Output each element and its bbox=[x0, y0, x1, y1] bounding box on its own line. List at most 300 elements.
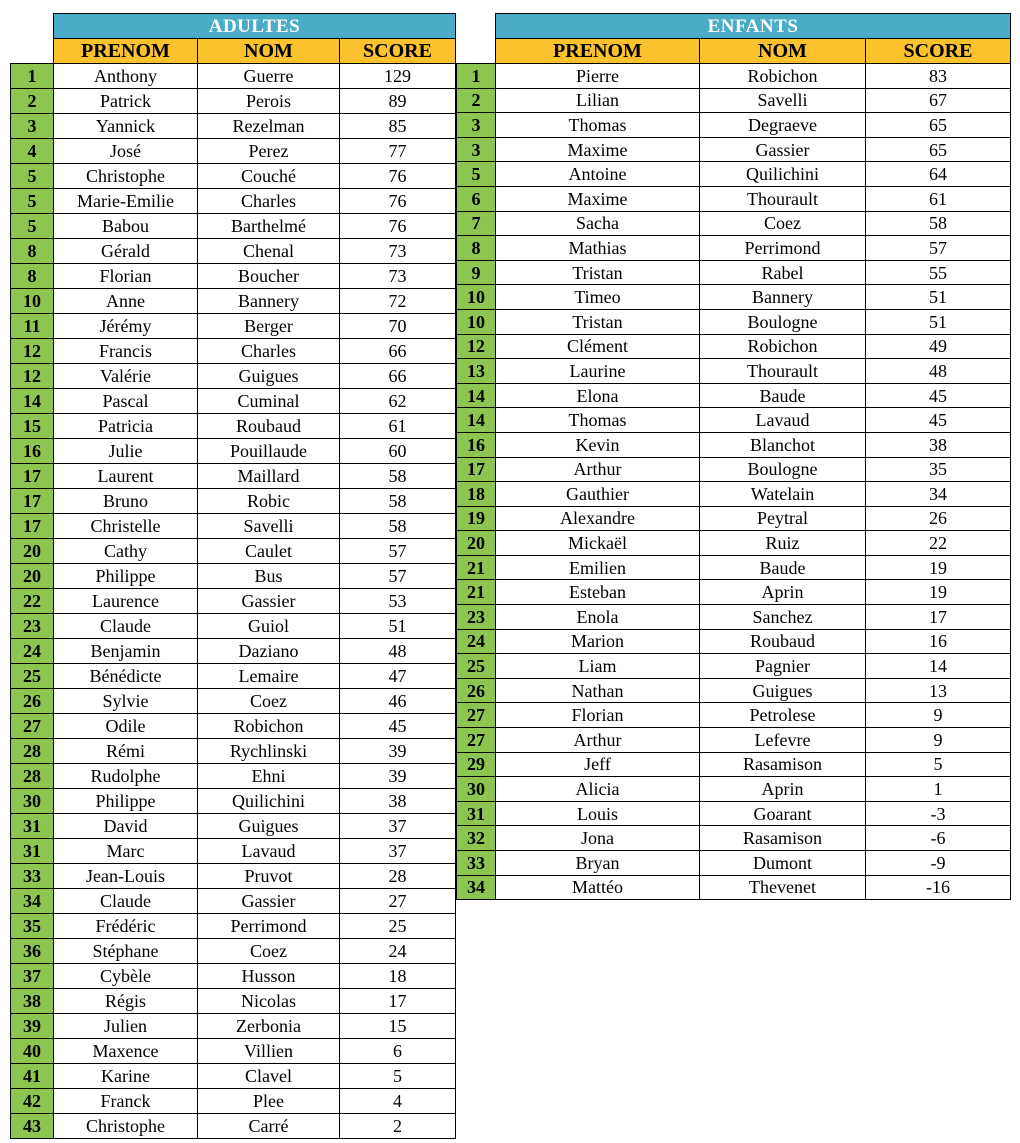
nom-cell: Perrimond bbox=[700, 236, 866, 261]
prenom-cell: Julie bbox=[54, 439, 198, 464]
nom-cell: Daziano bbox=[198, 639, 340, 664]
enfants-row bbox=[457, 113, 1011, 138]
nom-cell: Peytral bbox=[700, 506, 866, 531]
adultes-row bbox=[11, 164, 456, 189]
score-cell: 18 bbox=[340, 964, 456, 989]
prenom-cell: Laurent bbox=[54, 464, 198, 489]
nom-cell: Sanchez bbox=[700, 605, 866, 630]
prenom-cell: Cybèle bbox=[54, 964, 198, 989]
prenom-cell: Mickaël bbox=[496, 531, 700, 556]
enfants-row bbox=[457, 260, 1011, 285]
rank-cell: 6 bbox=[457, 186, 496, 211]
enfants-row bbox=[457, 482, 1011, 507]
rank-cell: 24 bbox=[11, 639, 54, 664]
rank-cell: 15 bbox=[11, 414, 54, 439]
nom-cell: Coez bbox=[700, 211, 866, 236]
score-cell: 85 bbox=[340, 114, 456, 139]
prenom-cell: Franck bbox=[54, 1089, 198, 1114]
rank-cell: 10 bbox=[457, 309, 496, 334]
prenom-cell: Babou bbox=[54, 214, 198, 239]
score-cell: 76 bbox=[340, 164, 456, 189]
score-cell: 9 bbox=[866, 703, 1011, 728]
score-cell: 67 bbox=[866, 88, 1011, 113]
nom-cell: Degraeve bbox=[700, 113, 866, 138]
rank-cell: 5 bbox=[11, 214, 54, 239]
nom-cell: Boulogne bbox=[700, 457, 866, 482]
score-cell: 38 bbox=[866, 432, 1011, 457]
prenom-cell: Timeo bbox=[496, 285, 700, 310]
score-cell: 22 bbox=[866, 531, 1011, 556]
score-cell: -16 bbox=[866, 875, 1011, 900]
prenom-cell: Claude bbox=[54, 889, 198, 914]
score-cell: 5 bbox=[340, 1064, 456, 1089]
rank-cell: 16 bbox=[457, 432, 496, 457]
nom-cell: Rasamison bbox=[700, 752, 866, 777]
rank-cell: 26 bbox=[11, 689, 54, 714]
prenom-cell: Christophe bbox=[54, 1114, 198, 1139]
prenom-cell: Florian bbox=[496, 703, 700, 728]
score-cell: -9 bbox=[866, 851, 1011, 876]
nom-cell: Thourault bbox=[700, 359, 866, 384]
prenom-cell: Patrick bbox=[54, 89, 198, 114]
enfants-row bbox=[457, 309, 1011, 334]
nom-cell: Dumont bbox=[700, 851, 866, 876]
adultes-row bbox=[11, 764, 456, 789]
score-cell: 19 bbox=[866, 555, 1011, 580]
nom-cell: Thevenet bbox=[700, 875, 866, 900]
rank-cell: 31 bbox=[11, 814, 54, 839]
prenom-cell: Clément bbox=[496, 334, 700, 359]
nom-cell: Blanchot bbox=[700, 432, 866, 457]
prenom-cell: Bénédicte bbox=[54, 664, 198, 689]
score-cell: 83 bbox=[866, 64, 1011, 89]
adultes-row bbox=[11, 739, 456, 764]
prenom-cell: Thomas bbox=[496, 113, 700, 138]
score-cell: 35 bbox=[866, 457, 1011, 482]
rank-cell: 8 bbox=[457, 236, 496, 261]
score-cell: 49 bbox=[866, 334, 1011, 359]
adultes-row bbox=[11, 339, 456, 364]
rank-cell: 32 bbox=[457, 826, 496, 851]
score-cell: 38 bbox=[340, 789, 456, 814]
prenom-cell: Rémi bbox=[54, 739, 198, 764]
score-cell: 61 bbox=[340, 414, 456, 439]
nom-cell: Savelli bbox=[700, 88, 866, 113]
enfants-row bbox=[457, 457, 1011, 482]
rank-cell: 2 bbox=[11, 89, 54, 114]
prenom-cell: Arthur bbox=[496, 728, 700, 753]
adultes-row bbox=[11, 614, 456, 639]
rank-cell: 1 bbox=[11, 64, 54, 89]
prenom-cell: Louis bbox=[496, 801, 700, 826]
enfants-row bbox=[457, 383, 1011, 408]
rank-cell: 30 bbox=[11, 789, 54, 814]
prenom-cell: Alicia bbox=[496, 777, 700, 802]
enfants-title-row bbox=[457, 14, 1011, 39]
prenom-cell: Maxime bbox=[496, 137, 700, 162]
nom-cell: Watelain bbox=[700, 482, 866, 507]
adultes-row bbox=[11, 789, 456, 814]
adultes-row bbox=[11, 1114, 456, 1139]
score-cell: 66 bbox=[340, 339, 456, 364]
nom-cell: Guigues bbox=[700, 678, 866, 703]
prenom-cell: Thomas bbox=[496, 408, 700, 433]
score-cell: 34 bbox=[866, 482, 1011, 507]
score-cell: 51 bbox=[866, 309, 1011, 334]
rank-cell: 39 bbox=[11, 1014, 54, 1039]
nom-cell: Couché bbox=[198, 164, 340, 189]
nom-cell: Cuminal bbox=[198, 389, 340, 414]
nom-cell: Lavaud bbox=[198, 839, 340, 864]
rank-cell: 20 bbox=[11, 564, 54, 589]
enfants-row bbox=[457, 728, 1011, 753]
prenom-cell: Maxence bbox=[54, 1039, 198, 1064]
rank-cell: 3 bbox=[457, 113, 496, 138]
nom-cell: Robichon bbox=[198, 714, 340, 739]
score-cell: 39 bbox=[340, 739, 456, 764]
nom-cell: Perois bbox=[198, 89, 340, 114]
rank-cell: 3 bbox=[457, 137, 496, 162]
score-cell: 51 bbox=[866, 285, 1011, 310]
prenom-cell: Jérémy bbox=[54, 314, 198, 339]
rank-cell: 40 bbox=[11, 1039, 54, 1064]
enfants-row bbox=[457, 211, 1011, 236]
enfants-row bbox=[457, 236, 1011, 261]
prenom-cell: Mathias bbox=[496, 236, 700, 261]
enfants-header-nom: NOM bbox=[700, 39, 866, 64]
adultes-title-row bbox=[11, 14, 456, 39]
prenom-cell: Alexandre bbox=[496, 506, 700, 531]
score-cell: 28 bbox=[340, 864, 456, 889]
rank-cell: 38 bbox=[11, 989, 54, 1014]
nom-cell: Boulogne bbox=[700, 309, 866, 334]
score-cell: -3 bbox=[866, 801, 1011, 826]
enfants-row bbox=[457, 678, 1011, 703]
enfants-title: ENFANTS bbox=[496, 14, 1011, 39]
enfants-row bbox=[457, 88, 1011, 113]
adultes-header-nom: NOM bbox=[198, 39, 340, 64]
enfants-row bbox=[457, 777, 1011, 802]
nom-cell: Thourault bbox=[700, 186, 866, 211]
nom-cell: Goarant bbox=[700, 801, 866, 826]
rank-cell: 22 bbox=[11, 589, 54, 614]
adultes-row bbox=[11, 114, 456, 139]
adultes-row bbox=[11, 139, 456, 164]
prenom-cell: Pierre bbox=[496, 64, 700, 89]
rank-cell: 5 bbox=[11, 189, 54, 214]
prenom-cell: Anne bbox=[54, 289, 198, 314]
nom-cell: Plee bbox=[198, 1089, 340, 1114]
rank-cell: 17 bbox=[11, 464, 54, 489]
prenom-cell: Anthony bbox=[54, 64, 198, 89]
prenom-cell: Kevin bbox=[496, 432, 700, 457]
adultes-table bbox=[10, 13, 456, 1139]
nom-cell: Petrolese bbox=[700, 703, 866, 728]
score-cell: 62 bbox=[340, 389, 456, 414]
nom-cell: Lavaud bbox=[700, 408, 866, 433]
enfants-row bbox=[457, 555, 1011, 580]
score-cell: 2 bbox=[340, 1114, 456, 1139]
adultes-row bbox=[11, 64, 456, 89]
score-cell: 55 bbox=[866, 260, 1011, 285]
prenom-cell: Valérie bbox=[54, 364, 198, 389]
rank-cell: 1 bbox=[457, 64, 496, 89]
enfants-row bbox=[457, 703, 1011, 728]
prenom-cell: Arthur bbox=[496, 457, 700, 482]
prenom-cell: Jona bbox=[496, 826, 700, 851]
enfants-row bbox=[457, 506, 1011, 531]
score-cell: 58 bbox=[340, 464, 456, 489]
enfants-row bbox=[457, 629, 1011, 654]
adultes-row bbox=[11, 414, 456, 439]
rank-cell: 14 bbox=[11, 389, 54, 414]
score-cell: 77 bbox=[340, 139, 456, 164]
prenom-cell: Maxime bbox=[496, 186, 700, 211]
score-cell: 14 bbox=[866, 654, 1011, 679]
adultes-row bbox=[11, 214, 456, 239]
prenom-cell: Philippe bbox=[54, 564, 198, 589]
prenom-cell: Régis bbox=[54, 989, 198, 1014]
adultes-row bbox=[11, 989, 456, 1014]
rank-cell: 4 bbox=[11, 139, 54, 164]
score-cell: 17 bbox=[340, 989, 456, 1014]
adultes-row bbox=[11, 1039, 456, 1064]
adultes-row bbox=[11, 489, 456, 514]
enfants-row bbox=[457, 334, 1011, 359]
nom-cell: Savelli bbox=[198, 514, 340, 539]
nom-cell: Perez bbox=[198, 139, 340, 164]
rank-cell: 34 bbox=[457, 875, 496, 900]
nom-cell: Clavel bbox=[198, 1064, 340, 1089]
rank-cell: 10 bbox=[457, 285, 496, 310]
rank-cell: 41 bbox=[11, 1064, 54, 1089]
prenom-cell: David bbox=[54, 814, 198, 839]
adultes-row bbox=[11, 239, 456, 264]
adultes-body bbox=[11, 64, 456, 1139]
nom-cell: Husson bbox=[198, 964, 340, 989]
nom-cell: Carré bbox=[198, 1114, 340, 1139]
adultes-row bbox=[11, 939, 456, 964]
enfants-header-row bbox=[457, 39, 1011, 64]
score-cell: 17 bbox=[866, 605, 1011, 630]
rank-cell: 3 bbox=[11, 114, 54, 139]
prenom-cell: Esteban bbox=[496, 580, 700, 605]
enfants-row bbox=[457, 285, 1011, 310]
rank-cell: 7 bbox=[457, 211, 496, 236]
adultes-row bbox=[11, 589, 456, 614]
adultes-header-prenom: PRENOM bbox=[54, 39, 198, 64]
rank-cell: 20 bbox=[11, 539, 54, 564]
enfants-body bbox=[457, 64, 1011, 900]
score-cell: 65 bbox=[866, 137, 1011, 162]
enfants-header-score: SCORE bbox=[866, 39, 1011, 64]
prenom-cell: Bruno bbox=[54, 489, 198, 514]
adultes-row bbox=[11, 314, 456, 339]
prenom-cell: Sylvie bbox=[54, 689, 198, 714]
score-cell: 58 bbox=[866, 211, 1011, 236]
score-cell: 19 bbox=[866, 580, 1011, 605]
rank-cell: 23 bbox=[457, 605, 496, 630]
score-cell: 37 bbox=[340, 814, 456, 839]
adultes-row bbox=[11, 364, 456, 389]
enfants-row bbox=[457, 162, 1011, 187]
adultes-row bbox=[11, 1014, 456, 1039]
score-cell: 58 bbox=[340, 514, 456, 539]
prenom-cell: Pascal bbox=[54, 389, 198, 414]
score-cell: 58 bbox=[340, 489, 456, 514]
score-cell: 26 bbox=[866, 506, 1011, 531]
rank-cell: 8 bbox=[11, 264, 54, 289]
adultes-row bbox=[11, 389, 456, 414]
score-cell: 53 bbox=[340, 589, 456, 614]
score-cell: 57 bbox=[866, 236, 1011, 261]
score-cell: 61 bbox=[866, 186, 1011, 211]
nom-cell: Charles bbox=[198, 189, 340, 214]
nom-cell: Quilichini bbox=[198, 789, 340, 814]
prenom-cell: Marie-Emilie bbox=[54, 189, 198, 214]
nom-cell: Guerre bbox=[198, 64, 340, 89]
nom-cell: Quilichini bbox=[700, 162, 866, 187]
prenom-cell: Stéphane bbox=[54, 939, 198, 964]
prenom-cell: Francis bbox=[54, 339, 198, 364]
rank-cell: 31 bbox=[11, 839, 54, 864]
rank-cell: 25 bbox=[11, 664, 54, 689]
prenom-cell: Antoine bbox=[496, 162, 700, 187]
prenom-cell: José bbox=[54, 139, 198, 164]
rank-cell: 11 bbox=[11, 314, 54, 339]
prenom-cell: Enola bbox=[496, 605, 700, 630]
prenom-cell: Cathy bbox=[54, 539, 198, 564]
score-cell: 45 bbox=[340, 714, 456, 739]
score-cell: 39 bbox=[340, 764, 456, 789]
adultes-row bbox=[11, 814, 456, 839]
rank-cell: 23 bbox=[11, 614, 54, 639]
rank-cell: 31 bbox=[457, 801, 496, 826]
prenom-cell: Marion bbox=[496, 629, 700, 654]
nom-cell: Villien bbox=[198, 1039, 340, 1064]
score-cell: 4 bbox=[340, 1089, 456, 1114]
nom-cell: Lefevre bbox=[700, 728, 866, 753]
prenom-cell: Patricia bbox=[54, 414, 198, 439]
score-cell: 46 bbox=[340, 689, 456, 714]
score-cell: 73 bbox=[340, 239, 456, 264]
nom-cell: Aprin bbox=[700, 580, 866, 605]
prenom-cell: Marc bbox=[54, 839, 198, 864]
adultes-row bbox=[11, 689, 456, 714]
adultes-row bbox=[11, 264, 456, 289]
score-cell: 48 bbox=[340, 639, 456, 664]
adultes-row bbox=[11, 664, 456, 689]
rank-cell: 5 bbox=[11, 164, 54, 189]
nom-cell: Baude bbox=[700, 383, 866, 408]
prenom-cell: Benjamin bbox=[54, 639, 198, 664]
score-cell: 25 bbox=[340, 914, 456, 939]
enfants-row bbox=[457, 605, 1011, 630]
adultes-row bbox=[11, 464, 456, 489]
prenom-cell: Nathan bbox=[496, 678, 700, 703]
adultes-row bbox=[11, 289, 456, 314]
rank-cell: 14 bbox=[457, 383, 496, 408]
enfants-row bbox=[457, 875, 1011, 900]
nom-cell: Baude bbox=[700, 555, 866, 580]
nom-cell: Lemaire bbox=[198, 664, 340, 689]
prenom-cell: Florian bbox=[54, 264, 198, 289]
rank-cell: 17 bbox=[11, 514, 54, 539]
adultes-row bbox=[11, 914, 456, 939]
prenom-cell: Mattéo bbox=[496, 875, 700, 900]
score-cell: 70 bbox=[340, 314, 456, 339]
enfants-row bbox=[457, 408, 1011, 433]
nom-cell: Aprin bbox=[700, 777, 866, 802]
enfants-row bbox=[457, 186, 1011, 211]
nom-cell: Charles bbox=[198, 339, 340, 364]
nom-cell: Ruiz bbox=[700, 531, 866, 556]
prenom-cell: Bryan bbox=[496, 851, 700, 876]
enfants-row bbox=[457, 137, 1011, 162]
score-cell: 6 bbox=[340, 1039, 456, 1064]
rank-cell: 29 bbox=[457, 752, 496, 777]
nom-cell: Rychlinski bbox=[198, 739, 340, 764]
score-cell: 65 bbox=[866, 113, 1011, 138]
rank-cell: 8 bbox=[11, 239, 54, 264]
adultes-row bbox=[11, 439, 456, 464]
score-cell: 9 bbox=[866, 728, 1011, 753]
rank-cell: 16 bbox=[11, 439, 54, 464]
rank-cell: 12 bbox=[11, 339, 54, 364]
prenom-cell: Frédéric bbox=[54, 914, 198, 939]
rank-cell: 12 bbox=[457, 334, 496, 359]
enfants-row bbox=[457, 432, 1011, 457]
rank-cell: 42 bbox=[11, 1089, 54, 1114]
nom-cell: Bannery bbox=[700, 285, 866, 310]
nom-cell: Caulet bbox=[198, 539, 340, 564]
prenom-cell: Christophe bbox=[54, 164, 198, 189]
nom-cell: Guigues bbox=[198, 364, 340, 389]
rank-cell: 26 bbox=[457, 678, 496, 703]
rank-cell: 12 bbox=[11, 364, 54, 389]
nom-cell: Rabel bbox=[700, 260, 866, 285]
prenom-cell: Philippe bbox=[54, 789, 198, 814]
nom-cell: Gassier bbox=[198, 889, 340, 914]
nom-cell: Pagnier bbox=[700, 654, 866, 679]
rank-cell: 35 bbox=[11, 914, 54, 939]
prenom-cell: Rudolphe bbox=[54, 764, 198, 789]
nom-cell: Pruvot bbox=[198, 864, 340, 889]
score-cell: 57 bbox=[340, 564, 456, 589]
adultes-row bbox=[11, 964, 456, 989]
nom-cell: Guiol bbox=[198, 614, 340, 639]
score-cell: 24 bbox=[340, 939, 456, 964]
rank-cell: 34 bbox=[11, 889, 54, 914]
rank-cell: 17 bbox=[11, 489, 54, 514]
nom-cell: Zerbonia bbox=[198, 1014, 340, 1039]
rank-cell: 27 bbox=[11, 714, 54, 739]
adultes-row bbox=[11, 189, 456, 214]
adultes-row bbox=[11, 889, 456, 914]
enfants-table bbox=[456, 13, 1011, 900]
nom-cell: Ehni bbox=[198, 764, 340, 789]
prenom-cell: Odile bbox=[54, 714, 198, 739]
enfants-row bbox=[457, 64, 1011, 89]
nom-cell: Berger bbox=[198, 314, 340, 339]
prenom-cell: Jeff bbox=[496, 752, 700, 777]
score-cell: 37 bbox=[340, 839, 456, 864]
enfants-row bbox=[457, 752, 1011, 777]
adultes-header-row bbox=[11, 39, 456, 64]
prenom-cell: Julien bbox=[54, 1014, 198, 1039]
nom-cell: Guigues bbox=[198, 814, 340, 839]
rank-cell: 28 bbox=[11, 764, 54, 789]
